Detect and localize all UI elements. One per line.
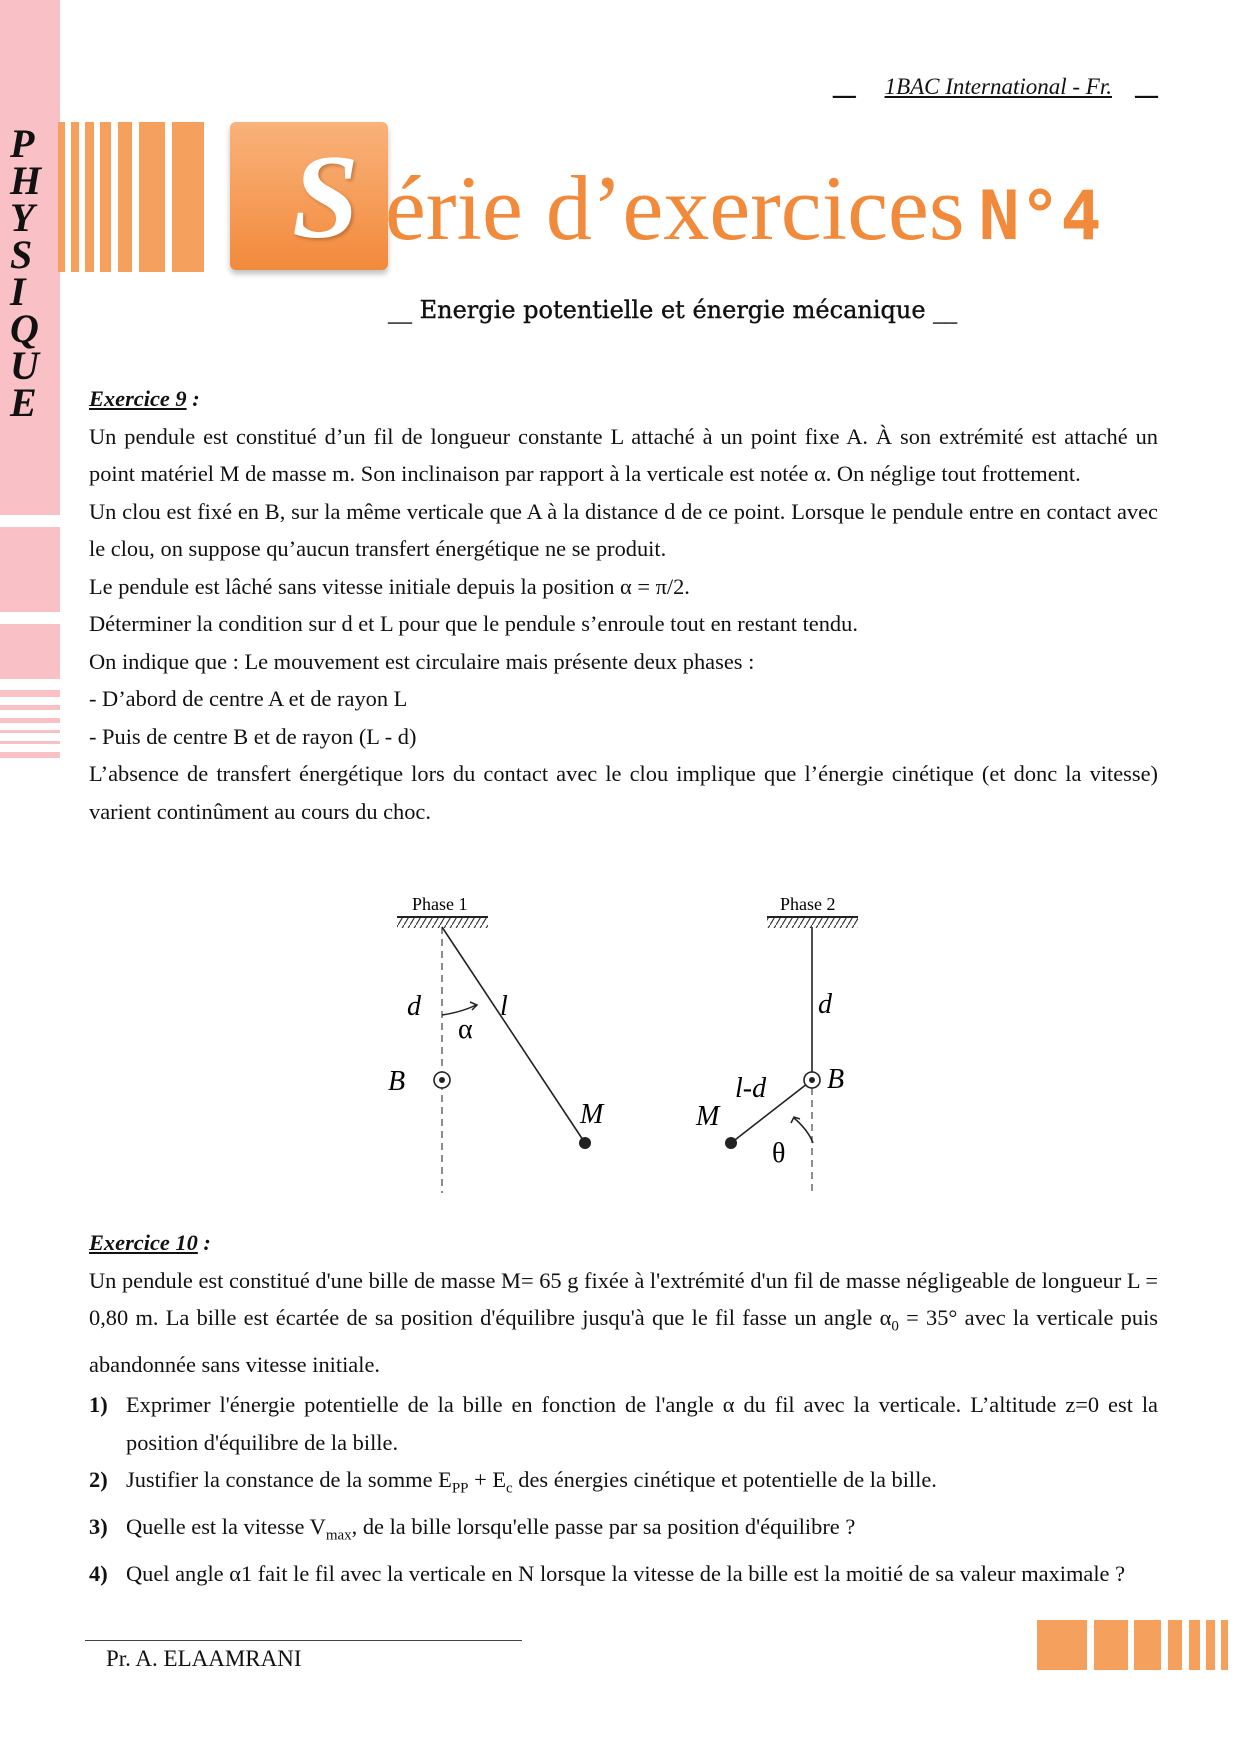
mass-M-phase2 — [725, 1137, 737, 1149]
title-decor-bars — [58, 122, 218, 272]
nail-B-phase1-center — [439, 1077, 445, 1083]
question-number: 4) — [89, 1561, 108, 1587]
ref-text: 1BAC International - Fr. — [884, 74, 1112, 99]
question-text-part: + E — [468, 1467, 506, 1493]
exercise-title-suffix: : — [186, 386, 200, 411]
paragraph: - Puis de centre B et de rayon (L - d) — [89, 723, 417, 749]
question-number: 3) — [89, 1514, 108, 1540]
paragraph — [89, 1262, 1158, 1384]
label-d-phase1: d — [407, 991, 421, 1022]
subscript: max — [325, 1527, 352, 1544]
phase2-label: Phase 2 — [780, 894, 836, 914]
sidebar-line — [0, 752, 60, 758]
page-subtitle: __ Energie potentielle et énergie mécanique __ — [388, 296, 958, 324]
sidebar-letter: E — [10, 380, 37, 425]
exercise-title — [89, 380, 1158, 418]
intro-text-end: = 35° avec la verticale puis abandonnée sans vitesse initiale. — [89, 1305, 1158, 1377]
mass-M-phase1 — [579, 1137, 591, 1149]
label-d-phase2: d — [818, 989, 832, 1020]
question-item — [89, 1555, 1158, 1593]
sidebar-line — [0, 718, 60, 723]
question-number: 2) — [89, 1467, 108, 1493]
label-theta: θ — [772, 1138, 786, 1169]
label-B-phase2: B — [827, 1064, 845, 1095]
question-item — [89, 1461, 1158, 1508]
theta-arc — [794, 1118, 813, 1143]
paragraph: - D’abord de centre A et de rayon L — [89, 686, 408, 711]
exercise-title-suffix: : — [197, 1230, 211, 1255]
label-B-phase1: B — [388, 1066, 406, 1097]
intro-subscript: 0 — [891, 1318, 899, 1335]
sidebar-letter: P — [10, 121, 35, 166]
sidebar-letter: U — [10, 343, 39, 388]
sidebar-block — [0, 624, 60, 679]
paragraph: Un clou est fixé en B, sur la même verticale que A à la distance d de ce point. Lorsque le pendule entre en contact avec le clou, on suppose qu’aucun transfert énergétique ne se produit. — [89, 498, 1158, 561]
pendulum-figure — [380, 885, 880, 1195]
subscript: c — [506, 1480, 513, 1497]
sidebar-line — [0, 730, 60, 733]
title-initial-box — [230, 122, 388, 270]
exercise-10 — [89, 1224, 1158, 1593]
sidebar-block — [0, 527, 60, 612]
sidebar-letter: H — [10, 158, 42, 203]
sidebar-letter: Q — [10, 306, 39, 351]
label-l-minus-d: l-d — [735, 1073, 767, 1104]
question-number: 1) — [89, 1392, 108, 1418]
question-text — [126, 1461, 1158, 1508]
footer-divider — [85, 1640, 522, 1641]
phase1-label: Phase 1 — [412, 894, 468, 914]
label-l: l — [500, 991, 508, 1022]
question-text: Exprimer l'énergie potentielle de la bille en fonction de l'angle α du fil avec la verticale. L’altitude z=0 est la position d'équilibre de la bille. — [126, 1392, 1158, 1455]
title-number: N°4 — [978, 177, 1102, 256]
exercise-title-text: Exercice 9 — [89, 386, 187, 411]
footer-author: Pr. A. ELAAMRANI — [106, 1646, 302, 1671]
question-text-part: Justifier la constance de la somme E — [126, 1467, 452, 1493]
sidebar-line — [0, 705, 60, 710]
footer-decor-bars — [1037, 1620, 1235, 1670]
question-text-part: des énergies cinétique et potentielle de la bille. — [512, 1467, 937, 1493]
intro-text: Un pendule est constitué d'une bille de masse M= 65 g fixée à l'extrémité d'un fil de masse négligeable de longueur L = 0,80 m. La bille est écartée de sa position d'équilibre jusqu'à que le fil fasse un angle α — [89, 1267, 1158, 1330]
question-text-part: , de la bille lorsqu'elle passe par sa position d'équilibre ? — [351, 1514, 856, 1540]
sidebar-line — [0, 690, 60, 697]
title-text: érie d’exercices — [385, 157, 965, 259]
question-text — [126, 1508, 1158, 1555]
phase2-ceiling-hatch — [767, 918, 858, 928]
page-title — [385, 158, 1102, 267]
subscript: PP — [451, 1480, 469, 1497]
question-text-part: Quelle est la vitesse V — [126, 1514, 326, 1540]
paragraph: Un pendule est constitué d’un fil de longueur constante L attaché à un point fixe A. À son extrémité est attaché un point matériel M de masse m. Son inclinaison par rapport à la verticale est notée α. On néglige tout frottement. — [89, 423, 1158, 486]
exercise-title-text: Exercice 10 — [89, 1230, 198, 1255]
sidebar-line — [0, 741, 60, 744]
paragraph: L’absence de transfert énergétique lors du contact avec le clou implique que l’énergie cinétique (et donc la vitesse) varient continûment au cours du choc. — [89, 761, 1158, 824]
title-initial: S — [292, 130, 359, 263]
sidebar-letter: Y — [10, 195, 35, 240]
sidebar-letter: S — [10, 232, 33, 277]
exercise-title — [89, 1224, 1158, 1262]
label-alpha: α — [458, 1014, 473, 1045]
exercise-9 — [89, 380, 1158, 830]
question-item — [89, 1508, 1158, 1555]
label-M-phase2: M — [696, 1101, 720, 1132]
ref-suffix: __ — [1135, 74, 1158, 99]
ref-prefix: __ — [832, 74, 856, 99]
label-M-phase1: M — [580, 1099, 604, 1130]
question-text: Quel angle α1 fait le fil avec la verticale en N lorsque la vitesse de la bille est la moitié de sa valeur maximale ? — [126, 1561, 1126, 1587]
sidebar-vertical-label — [10, 121, 50, 425]
paragraph: On indique que : Le mouvement est circulaire mais présente deux phases : — [89, 648, 755, 674]
paragraph: Déterminer la condition sur d et L pour que le pendule s’enroule tout en restant tendu. — [89, 611, 858, 636]
phase1-ceiling-hatch — [397, 918, 488, 928]
sidebar-letter: I — [10, 269, 26, 314]
nail-B-phase2-center — [809, 1077, 815, 1083]
course-reference — [833, 74, 1158, 100]
question-item — [89, 1386, 1158, 1461]
paragraph: Le pendule est lâché sans vitesse initiale depuis la position α = π/2. — [89, 573, 690, 599]
